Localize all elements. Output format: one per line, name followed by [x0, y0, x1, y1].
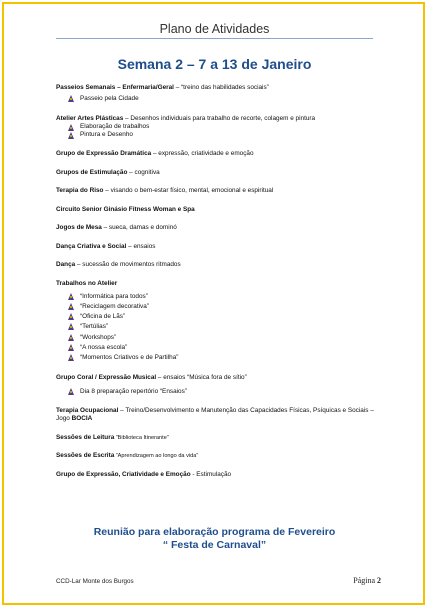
section-description: – Desenhos individuais para trabalho de recorte, colagem e pintura: [123, 114, 316, 122]
section-sessoes-escrita: [56, 452, 386, 460]
section-description: – cognitiva: [127, 168, 160, 176]
section-title: Dança: [56, 261, 76, 269]
list-item: Passeio pela Cidade: [68, 94, 386, 104]
section-atelier: [56, 115, 386, 140]
bullet-list: [68, 123, 386, 140]
bullet-icon: [68, 323, 74, 330]
activities-list: [56, 84, 386, 489]
section-danca-criativa: [56, 243, 386, 251]
bullet-icon: [68, 95, 74, 102]
section-title: Sessões de Leitura: [56, 433, 115, 441]
list-item: “Workshops”: [68, 333, 386, 343]
section-description: – Treino/Desenvolvimento e Manutenção das Capacidades Físicas, Psíquicas e Sociais – Jogo: [56, 407, 374, 423]
bullet-icon: [68, 334, 74, 341]
section-passeios: [56, 84, 386, 104]
section-title: Terapia do Riso: [56, 187, 104, 195]
section-estimulacao: [56, 169, 386, 177]
week-title: Semana 2 – 7 a 13 de Janeiro: [117, 56, 312, 72]
list-item: “A nossa escola”: [68, 343, 386, 353]
list-item: “Momentos Criativos e de Partilha”: [68, 353, 386, 363]
bullet-icon: [68, 388, 74, 395]
bullet-icon: [68, 354, 74, 361]
list-item: “Reciclagem decorativa”: [68, 302, 386, 312]
page-number: 2: [377, 576, 381, 585]
list-item: “Oficina de Lãs”: [68, 312, 386, 322]
meeting-announcement: [0, 526, 429, 552]
page-header-title: Plano de Atividades: [159, 22, 270, 36]
section-grupo-expressao-criatividade: [56, 471, 386, 479]
section-jogos-mesa: [56, 224, 386, 232]
list-item: “Tertúlias”: [68, 322, 386, 332]
bullet-icon: [68, 303, 74, 310]
bullet-list: [68, 94, 386, 104]
section-title: Circuito Senior Ginásio Fitness Woman e Spa: [56, 205, 195, 213]
bullet-icon: [68, 132, 74, 139]
list-item: Pintura e Desenho: [68, 131, 386, 140]
section-danca: [56, 261, 386, 269]
bullet-list: [68, 292, 386, 363]
section-sessoes-leitura: [56, 434, 386, 442]
section-description: – sucessão de movimentos ritmados: [75, 261, 181, 269]
section-expressao-dramatica: [56, 150, 386, 158]
bullet-icon: [68, 124, 74, 131]
section-description: – sueca, damas e dominó: [101, 224, 177, 232]
bullet-list: [68, 387, 386, 397]
meeting-event: “ Festa de Carnaval”: [162, 539, 267, 551]
section-title: Grupo de Expressão, Criatividade e Emoção: [56, 470, 191, 478]
section-terapia-ocupacional: [56, 407, 386, 423]
section-description: – “treino das habilidades sociais”: [173, 84, 269, 91]
section-description: “Aprendizagem ao longo da vida”: [114, 453, 199, 460]
section-description: – ensaios “Música fora de sítio”: [156, 373, 247, 381]
section-grupo-coral: [56, 374, 386, 397]
list-item: Dia 8 preparação repertório “Ensaios”: [68, 387, 386, 397]
section-description: “Biblioteca Itinerante”: [114, 434, 169, 441]
bullet-icon: [68, 344, 74, 351]
section-title: Grupo de Expressão Dramática: [56, 150, 152, 158]
section-title: Terapia Ocupacional: [56, 407, 119, 415]
section-highlight: BOCIA: [71, 415, 93, 423]
section-title: Trabalhos no Atelier: [56, 279, 118, 287]
section-description: – visando o bem-estar físico, mental, emocional e espiritual: [103, 187, 274, 195]
section-title: Sessões de Escrita: [56, 452, 115, 460]
page-label: Página: [353, 576, 377, 585]
section-terapia-riso: [56, 187, 386, 195]
section-title: Grupos de Estimulação: [56, 168, 128, 176]
section-description: – ensaios: [126, 242, 156, 250]
list-item: “Informática para todos”: [68, 292, 386, 302]
section-circuito-senior: [56, 206, 386, 214]
list-item: Elaboração de trabalhos: [68, 123, 386, 132]
section-trabalhos-atelier: [56, 280, 386, 363]
bullet-icon: [68, 293, 74, 300]
section-title: Atelier Artes Plásticas: [56, 114, 124, 122]
footer-organization: CCD-Lar Monte dos Burgos: [56, 578, 134, 585]
section-description: – expressão, criatividade e emoção: [151, 150, 254, 158]
section-title: Passeios Semanais – Enfermaria/Geral: [56, 84, 174, 91]
header-divider: [56, 38, 373, 39]
meeting-line: Reunião para elaboração programa de Fevereiro: [93, 526, 336, 538]
section-description: - Estimulação: [190, 470, 232, 478]
bullet-icon: [68, 313, 74, 320]
section-title: Jogos de Mesa: [56, 224, 102, 232]
footer-page-number: [353, 576, 381, 585]
section-title: Grupo Coral / Expressão Musical: [56, 373, 157, 381]
section-title: Dança Criativa e Social: [56, 242, 127, 250]
